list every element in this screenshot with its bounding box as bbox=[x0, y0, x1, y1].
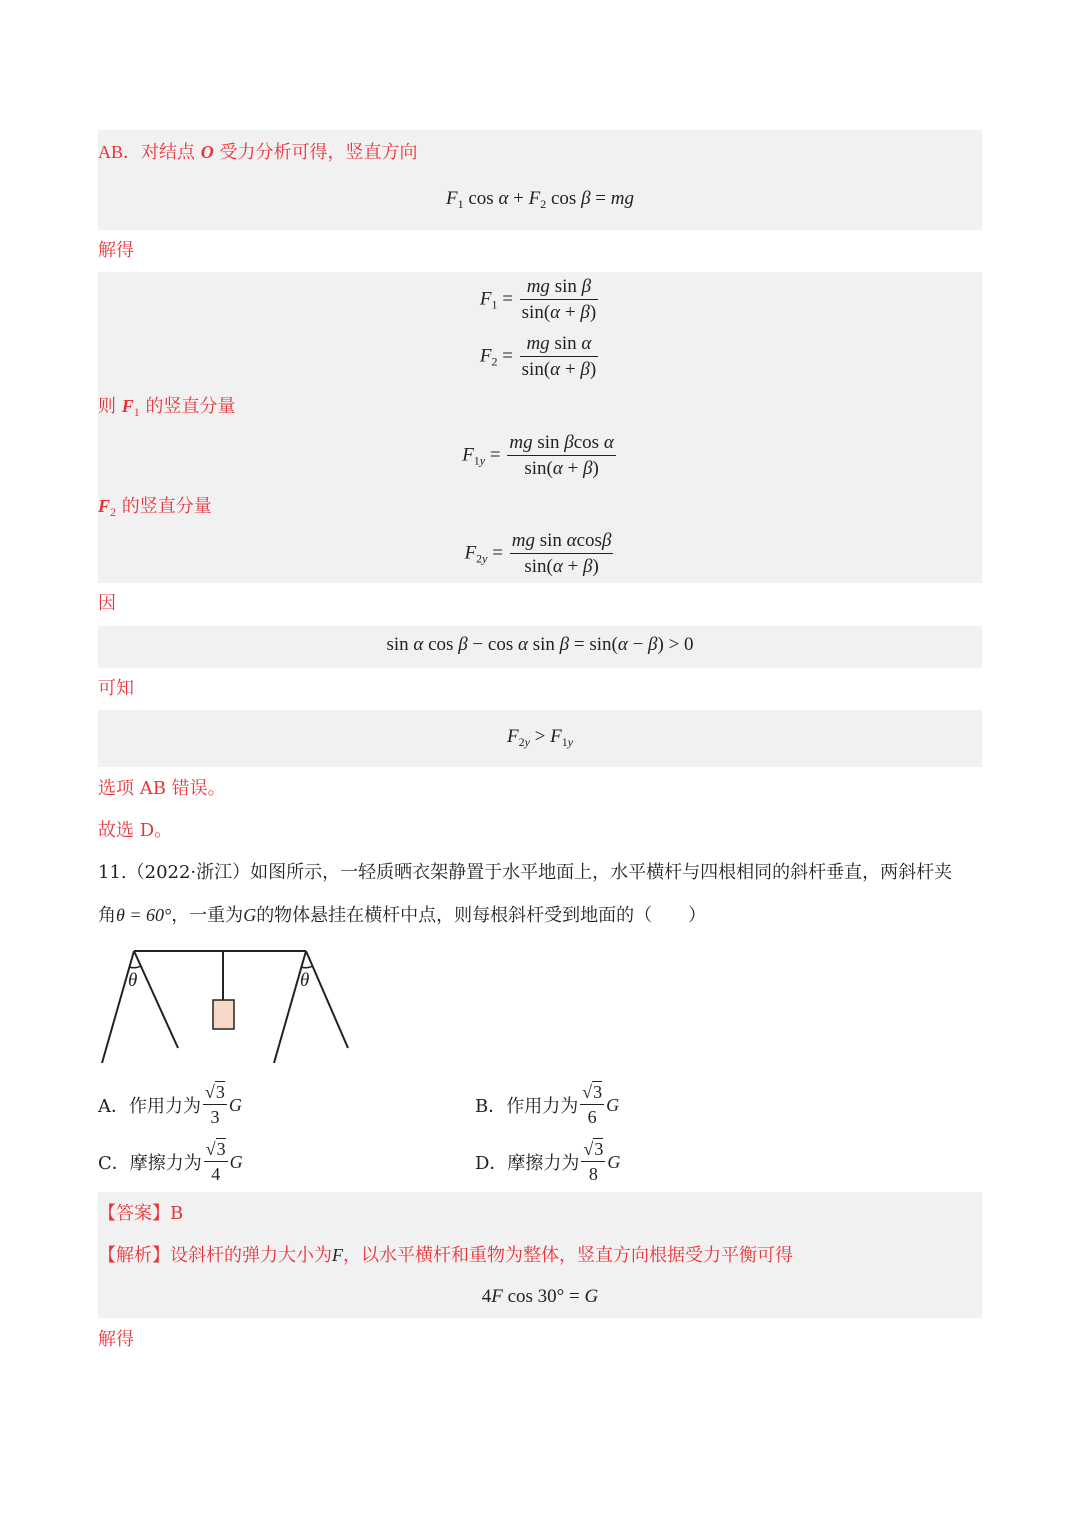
jiede-label-2: 解得 bbox=[98, 1329, 134, 1350]
f2-vertical-label: $F_2$ 的竖直分量 bbox=[98, 496, 212, 519]
equation-F2: $F_2$ = $\frac{\text{mg sin α}}{\sin(\alpha + \beta)}$ bbox=[479, 333, 597, 380]
right-angle-arc bbox=[301, 966, 313, 968]
equation-F1: $F_1$ = $\frac{\text{mg sin β}}{\sin(\alpha + \beta)}$ bbox=[479, 276, 597, 323]
f1-vertical-label: 则 $F_1$ 的竖直分量 bbox=[98, 396, 236, 419]
jiede-label-1: 解得 bbox=[98, 240, 134, 261]
theta-label-left: θ bbox=[128, 970, 138, 991]
analysis-line: 【解析】设斜杆的弹力大小为F，以水平横杆和重物为整体，竖直方向根据受力平衡可得 bbox=[98, 1245, 793, 1266]
question-line-2: 角θ = 60°，一重为G的物体悬挂在横杆中点，则每根斜杆受到地面的（ ） bbox=[98, 905, 707, 926]
equation-compare: $F_{2y} > F_{1y}$ bbox=[506, 726, 574, 749]
equation-4Fcos30: 4F cos 30° = G bbox=[481, 1286, 599, 1307]
kezhi-label: 可知 bbox=[98, 678, 134, 699]
equation-balance: $F_1$ $\cos \alpha + F_2$ cos β = mg bbox=[446, 188, 634, 211]
option-ab-wrong: 选项 AB 错误。 bbox=[98, 778, 226, 799]
equation-F2y: $F_{2y}$ = $\frac{\text{mg sin αcosβ}}{\sin(\alpha + \beta)}$ bbox=[464, 530, 612, 577]
solution-block-2 bbox=[98, 272, 982, 583]
solution-block-4 bbox=[98, 710, 982, 767]
left-angle-arc bbox=[129, 966, 141, 968]
choose-d: 故选 D。 bbox=[98, 820, 173, 841]
solution-block-1 bbox=[98, 130, 982, 230]
clothes-rack-figure bbox=[96, 945, 356, 1070]
equation-inequality: sin α cos β − cos α sin β = sin(α − β) > 0 bbox=[386, 634, 694, 655]
yin-label: 因 bbox=[98, 593, 116, 614]
theta-label-right: θ bbox=[300, 970, 310, 991]
option-a[interactable]: A．作用力为 $\frac{√3}{3}$ G bbox=[98, 1082, 242, 1127]
hanging-weight bbox=[213, 1000, 234, 1029]
option-d[interactable]: D．摩擦力为 $\frac{√3}{8}$ G bbox=[475, 1139, 621, 1184]
equation-F1y: $F_{1y}$ = $\frac{\text{mg sin βcos α}}{\sin(\alpha + \beta)}$ bbox=[462, 432, 614, 479]
option-b[interactable]: B．作用力为 $\frac{√3}{6}$ G bbox=[475, 1082, 620, 1127]
answer-block bbox=[98, 1192, 982, 1318]
option-c[interactable]: C．摩擦力为 $\frac{√3}{4}$ G bbox=[98, 1139, 243, 1184]
answer-label: 【答案】B bbox=[98, 1203, 184, 1224]
ab-intro-line: AB．对结点 O 受力分析可得，竖直方向 bbox=[98, 142, 418, 163]
question-line-1: 11.（2022·浙江）如图所示，一轻质晒衣架静置于水平地面上，水平横杆与四根相同的斜杆垂直，两斜杆夹 bbox=[98, 862, 953, 883]
solution-block-3 bbox=[98, 626, 982, 668]
